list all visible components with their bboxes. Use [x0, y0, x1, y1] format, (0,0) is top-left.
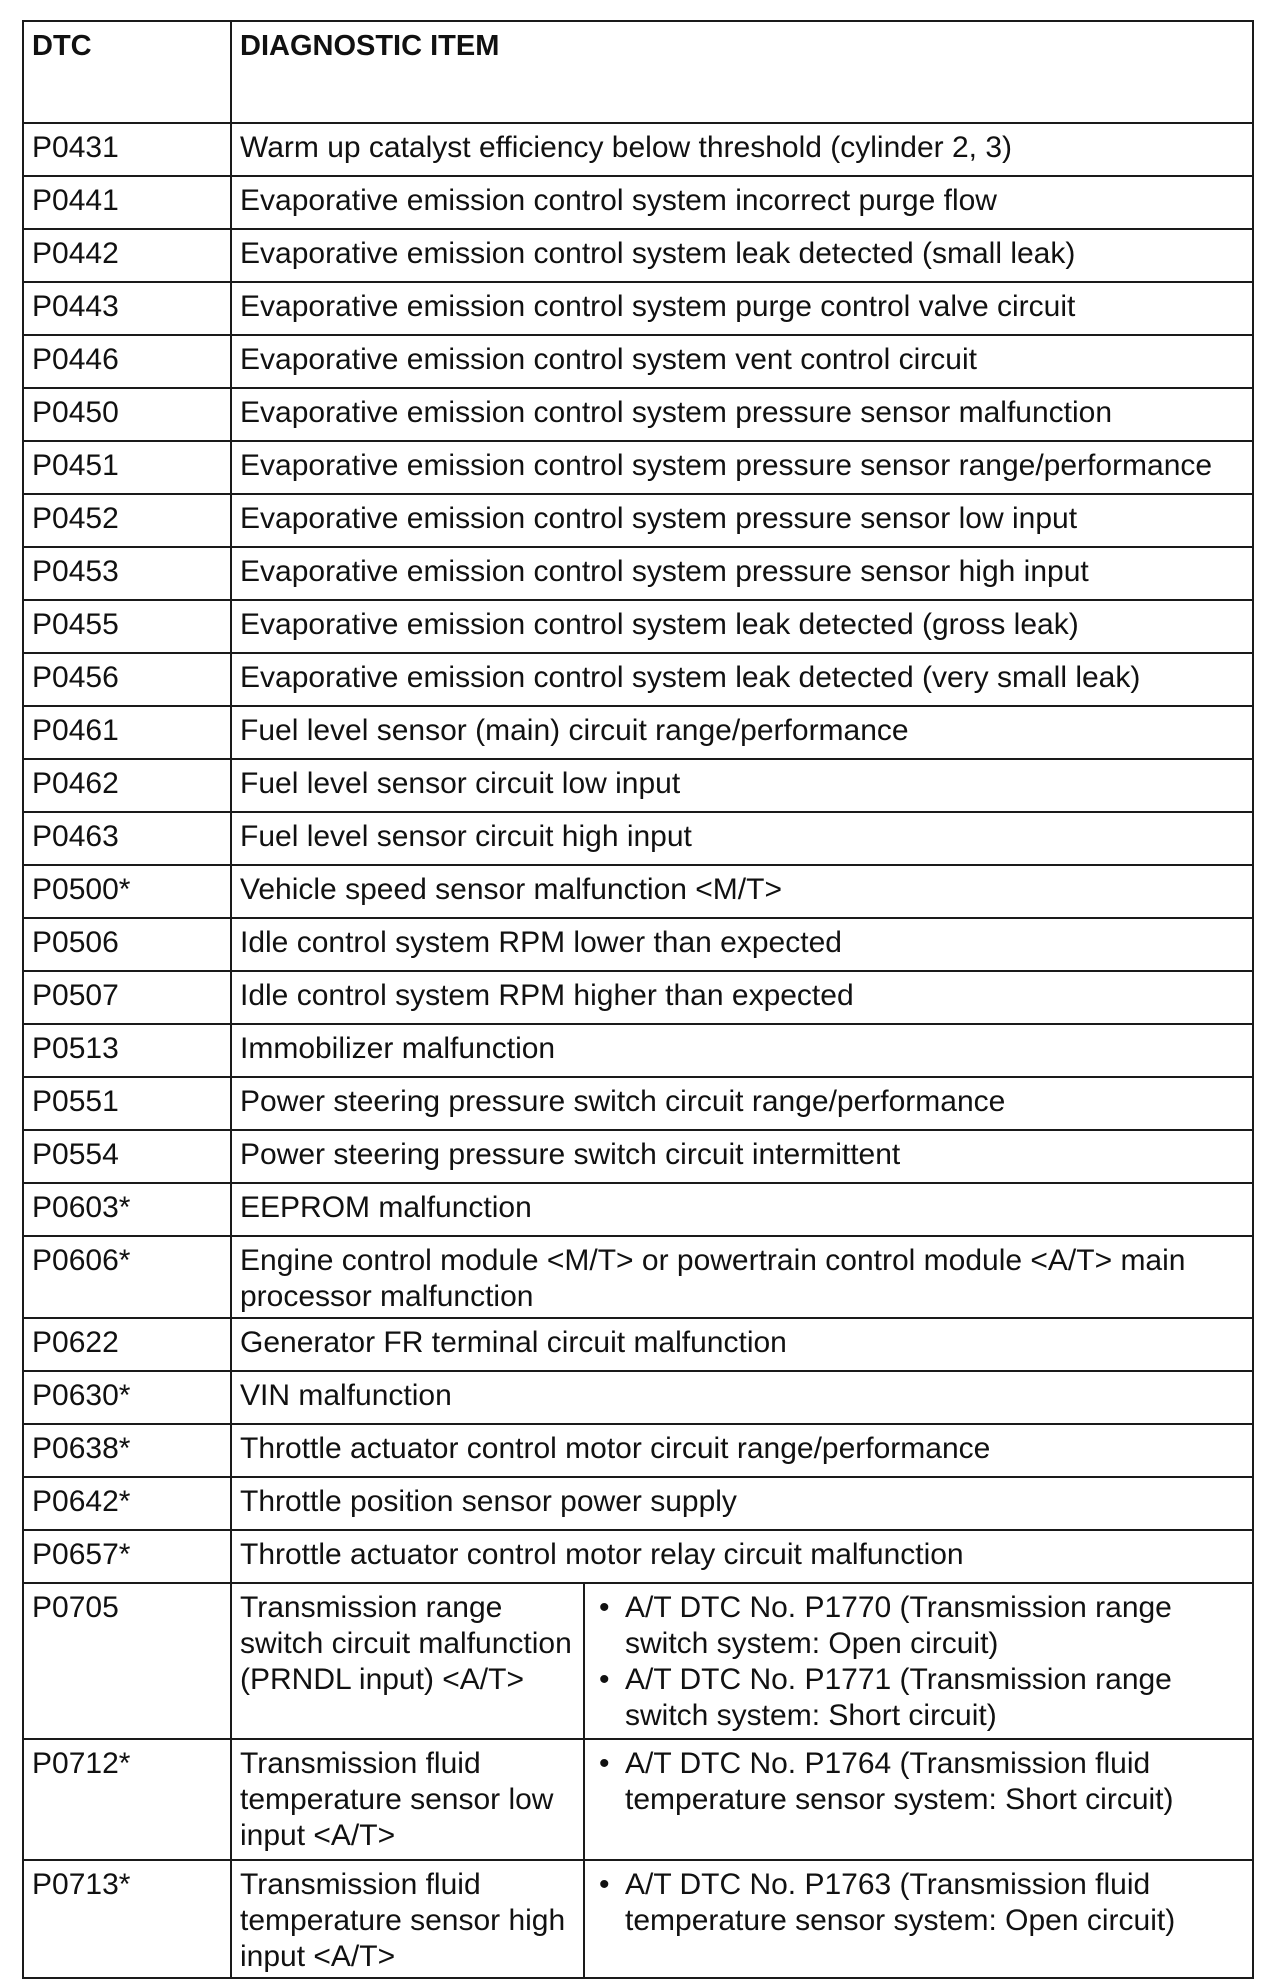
dtc-code: P0554	[23, 1130, 231, 1183]
diagnostic-item: Evaporative emission control system purge control valve circuit	[231, 282, 1253, 335]
dtc-code: P0446	[23, 335, 231, 388]
diagnostic-item: Warm up catalyst efficiency below threshold (cylinder 2, 3)	[231, 123, 1253, 176]
dtc-code: P0450	[23, 388, 231, 441]
dtc-code: P0461	[23, 706, 231, 759]
related-at-dtc-notes	[584, 1860, 1253, 1978]
table-row	[23, 441, 1253, 494]
dtc-code: P0712*	[23, 1739, 231, 1860]
related-at-dtc-notes	[584, 1583, 1253, 1739]
diagnostic-item: Throttle position sensor power supply	[231, 1477, 1253, 1530]
table-row	[23, 176, 1253, 229]
table-row	[23, 1477, 1253, 1530]
dtc-code: P0452	[23, 494, 231, 547]
diagnostic-item: Fuel level sensor circuit high input	[231, 812, 1253, 865]
table-row	[23, 1860, 1253, 1978]
dtc-code: P0551	[23, 1077, 231, 1130]
dtc-code: P0453	[23, 547, 231, 600]
diagnostic-item: Power steering pressure switch circuit range/performance	[231, 1077, 1253, 1130]
dtc-code: P0705	[23, 1583, 231, 1739]
table-header-row	[23, 21, 1253, 123]
diagnostic-item: Evaporative emission control system leak detected (gross leak)	[231, 600, 1253, 653]
note-list	[593, 1746, 1244, 1818]
table-row	[23, 759, 1253, 812]
table-row	[23, 547, 1253, 600]
diagnostic-item: Transmission fluid temperature sensor low input <A/T>	[231, 1739, 584, 1860]
dtc-code: P0456	[23, 653, 231, 706]
table-row	[23, 1077, 1253, 1130]
dtc-code: P0713*	[23, 1860, 231, 1978]
dtc-code: P0630*	[23, 1371, 231, 1424]
dtc-code: P0442	[23, 229, 231, 282]
diagnostic-item: Evaporative emission control system pressure sensor low input	[231, 494, 1253, 547]
dtc-code: P0622	[23, 1318, 231, 1371]
dtc-code: P0431	[23, 123, 231, 176]
table-row	[23, 600, 1253, 653]
diagnostic-item: Vehicle speed sensor malfunction <M/T>	[231, 865, 1253, 918]
note-item: • A/T DTC No. P1763 (Transmission fluid temperature sensor system: Open circuit)	[625, 1867, 1244, 1939]
dtc-code: P0507	[23, 971, 231, 1024]
dtc-code: P0642*	[23, 1477, 231, 1530]
note-item: • A/T DTC No. P1770 (Transmission range switch system: Open circuit)	[625, 1590, 1244, 1662]
dtc-code: P0500*	[23, 865, 231, 918]
diagnostic-item: Idle control system RPM higher than expected	[231, 971, 1253, 1024]
header-diagnostic-item: DIAGNOSTIC ITEM	[231, 21, 1253, 123]
table-row	[23, 1530, 1253, 1583]
diagnostic-item: EEPROM malfunction	[231, 1183, 1253, 1236]
table-row	[23, 1583, 1253, 1739]
diagnostic-item: Generator FR terminal circuit malfunction	[231, 1318, 1253, 1371]
diagnostic-item: Transmission fluid temperature sensor high input <A/T>	[231, 1860, 584, 1978]
diagnostic-item: Throttle actuator control motor circuit range/performance	[231, 1424, 1253, 1477]
table-row	[23, 1739, 1253, 1860]
dtc-code: P0462	[23, 759, 231, 812]
related-at-dtc-notes	[584, 1739, 1253, 1860]
table-row	[23, 653, 1253, 706]
diagnostic-item: Power steering pressure switch circuit intermittent	[231, 1130, 1253, 1183]
dtc-table	[22, 20, 1254, 1979]
dtc-code: P0506	[23, 918, 231, 971]
table-row	[23, 229, 1253, 282]
diagnostic-item: Fuel level sensor circuit low input	[231, 759, 1253, 812]
table-row	[23, 812, 1253, 865]
table-row	[23, 282, 1253, 335]
dtc-code: P0441	[23, 176, 231, 229]
diagnostic-item: Evaporative emission control system pressure sensor range/performance	[231, 441, 1253, 494]
dtc-code: P0443	[23, 282, 231, 335]
dtc-code: P0638*	[23, 1424, 231, 1477]
table-row	[23, 706, 1253, 759]
note-item: • A/T DTC No. P1764 (Transmission fluid temperature sensor system: Short circuit)	[625, 1746, 1244, 1818]
note-list	[593, 1867, 1244, 1939]
diagnostic-item: Idle control system RPM lower than expected	[231, 918, 1253, 971]
diagnostic-item: Transmission range switch circuit malfunction (PRNDL input) <A/T>	[231, 1583, 584, 1739]
header-dtc: DTC	[23, 21, 231, 123]
diagnostic-item: Evaporative emission control system leak detected (small leak)	[231, 229, 1253, 282]
diagnostic-item: Evaporative emission control system incorrect purge flow	[231, 176, 1253, 229]
note-item: • A/T DTC No. P1771 (Transmission range switch system: Short circuit)	[625, 1662, 1244, 1734]
table-row	[23, 865, 1253, 918]
table-row	[23, 918, 1253, 971]
diagnostic-item: VIN malfunction	[231, 1371, 1253, 1424]
dtc-code: P0603*	[23, 1183, 231, 1236]
table-row	[23, 1318, 1253, 1371]
diagnostic-item: Evaporative emission control system vent control circuit	[231, 335, 1253, 388]
table-row	[23, 1130, 1253, 1183]
diagnostic-item: Engine control module <M/T> or powertrain control module <A/T> main processor malfunction	[231, 1236, 1253, 1318]
dtc-code: P0451	[23, 441, 231, 494]
table-row	[23, 494, 1253, 547]
dtc-code: P0463	[23, 812, 231, 865]
diagnostic-item: Evaporative emission control system leak detected (very small leak)	[231, 653, 1253, 706]
table-row	[23, 335, 1253, 388]
table-row	[23, 1024, 1253, 1077]
table-row	[23, 971, 1253, 1024]
diagnostic-item: Throttle actuator control motor relay circuit malfunction	[231, 1530, 1253, 1583]
dtc-code: P0455	[23, 600, 231, 653]
dtc-code: P0513	[23, 1024, 231, 1077]
table-row	[23, 1183, 1253, 1236]
table-row	[23, 388, 1253, 441]
diagnostic-item: Evaporative emission control system pressure sensor high input	[231, 547, 1253, 600]
table-row	[23, 1371, 1253, 1424]
diagnostic-item: Immobilizer malfunction	[231, 1024, 1253, 1077]
diagnostic-item: Fuel level sensor (main) circuit range/performance	[231, 706, 1253, 759]
table-row	[23, 123, 1253, 176]
table-row	[23, 1236, 1253, 1318]
dtc-code: P0657*	[23, 1530, 231, 1583]
dtc-code: P0606*	[23, 1236, 231, 1318]
table-row	[23, 1424, 1253, 1477]
diagnostic-item: Evaporative emission control system pressure sensor malfunction	[231, 388, 1253, 441]
note-list	[593, 1590, 1244, 1734]
